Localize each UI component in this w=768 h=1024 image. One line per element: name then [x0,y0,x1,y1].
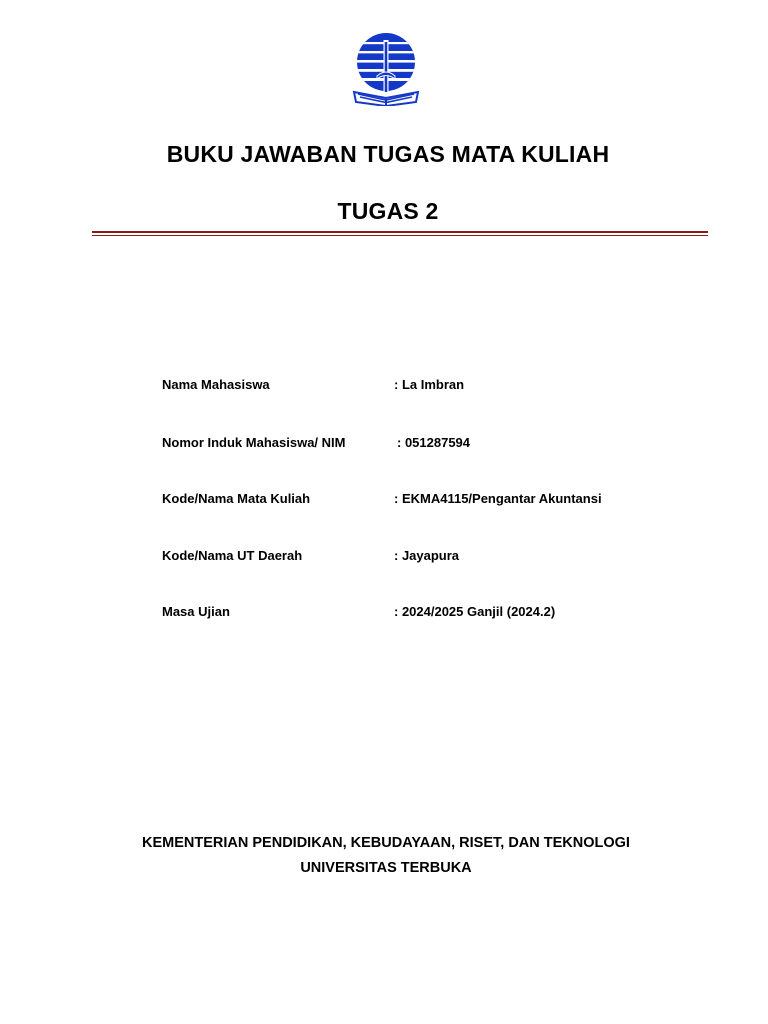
universitas-terbuka-logo-icon [350,32,422,106]
info-row-exam-period [162,604,722,624]
info-label: Masa Ujian [162,604,230,619]
info-row-student-name [162,377,722,397]
info-value: : 2024/2025 Ganjil (2024.2) [394,604,556,619]
info-value: : La Imbran [394,377,465,392]
ministry-name: KEMENTERIAN PENDIDIKAN, KEBUDAYAAN, RISET, DAN TEKNOLOGI [142,835,630,851]
info-value: : 051287594 [397,435,471,450]
divider-line [92,231,708,233]
info-label: Nama Mahasiswa [162,377,270,392]
document-title: BUKU JAWABAN TUGAS MATA KULIAH [166,141,610,167]
university-name: UNIVERSITAS TERBUKA [300,860,472,876]
info-label: Kode/Nama Mata Kuliah [162,491,311,506]
divider-line [92,235,708,236]
info-value: : Jayapura [394,548,460,563]
info-value: : EKMA4115/Pengantar Akuntansi [394,491,602,506]
info-row-student-id [162,435,722,455]
assignment-number: TUGAS 2 [337,198,439,224]
info-label: Nomor Induk Mahasiswa/ NIM [162,435,346,450]
info-row-course [162,491,722,511]
info-row-regional-unit [162,548,722,568]
info-label: Kode/Nama UT Daerah [162,548,303,563]
